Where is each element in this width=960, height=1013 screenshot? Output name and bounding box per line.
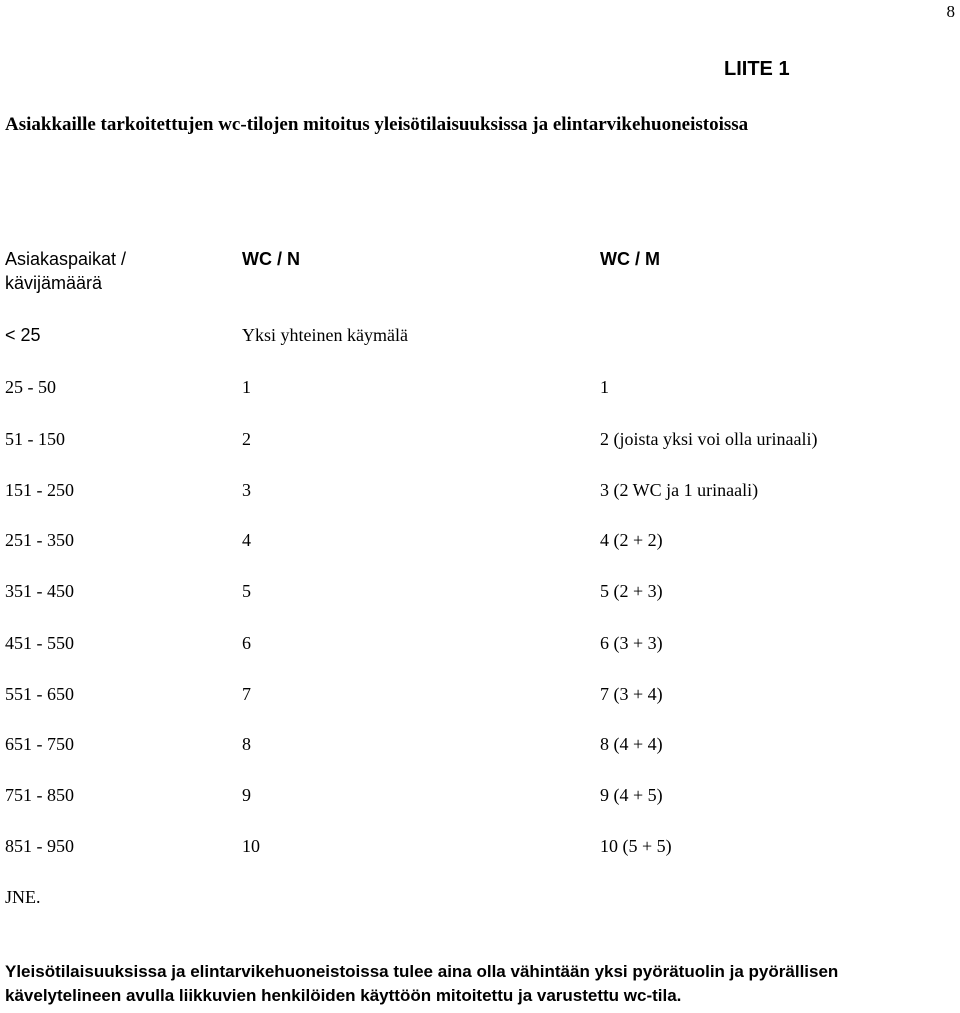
header-customer-count: Asiakaspaikat / kävijämäärä [5,249,127,293]
cell-wc-men: 6 (3 + 3) [600,633,663,653]
cell-customer-count: 151 - 250 [5,480,74,500]
header-wc-women: WC / N [242,249,300,269]
cell-customer-count: < 25 [5,325,41,345]
cell-wc-men: 9 (4 + 5) [600,785,663,805]
cell-wc-women: 2 [242,429,251,449]
header-wc-men: WC / M [600,249,660,269]
cell-customer-count: 25 - 50 [5,377,56,397]
cell-wc-women: 4 [242,530,251,550]
cell-customer-count: 351 - 450 [5,581,74,601]
page-number: 8 [946,2,955,21]
cell-customer-count: 51 - 150 [5,429,65,449]
cell-wc-women: 3 [242,480,251,500]
cell-wc-men: 1 [600,377,609,397]
cell-wc-women: Yksi yhteinen käymälä [242,325,408,345]
appendix-label: LIITE 1 [724,58,790,80]
cell-customer-count: 851 - 950 [5,836,74,856]
cell-customer-count: 451 - 550 [5,633,74,653]
footer-note: Yleisötilaisuuksissa ja elintarvikehuoneistoissa tulee aina olla vähintään yksi pyörätuolin ja pyörällisen kävelytelineen avulla liikkuvien henkilöiden käyttöön mitoitettu ja varustettu wc-tila. [5,962,839,1005]
cell-wc-men: 4 (2 + 2) [600,530,663,550]
cell-wc-women: 8 [242,734,251,754]
document-title: Asiakkaille tarkoitettujen wc-tilojen mitoitus yleisötilaisuuksissa ja elintarvikehuoneistoissa [5,114,749,135]
cell-wc-men: 2 (joista yksi voi olla urinaali) [600,429,818,449]
cell-wc-men: 10 (5 + 5) [600,836,672,856]
cell-wc-women: 10 [242,836,260,856]
cell-customer-count: 751 - 850 [5,785,74,805]
cell-wc-women: 1 [242,377,251,397]
cell-customer-count: 651 - 750 [5,734,74,754]
cell-wc-men: 5 (2 + 3) [600,581,663,601]
cell-wc-women: 6 [242,633,251,653]
cell-wc-men: 7 (3 + 4) [600,684,663,704]
cell-customer-count: 251 - 350 [5,530,74,550]
cell-wc-women: 7 [242,684,251,704]
continuation-note: JNE. [5,887,41,907]
cell-wc-men: 8 (4 + 4) [600,734,663,754]
cell-wc-women: 9 [242,785,251,805]
cell-customer-count: 551 - 650 [5,684,74,704]
cell-wc-men: 3 (2 WC ja 1 urinaali) [600,480,759,500]
cell-wc-women: 5 [242,581,251,601]
